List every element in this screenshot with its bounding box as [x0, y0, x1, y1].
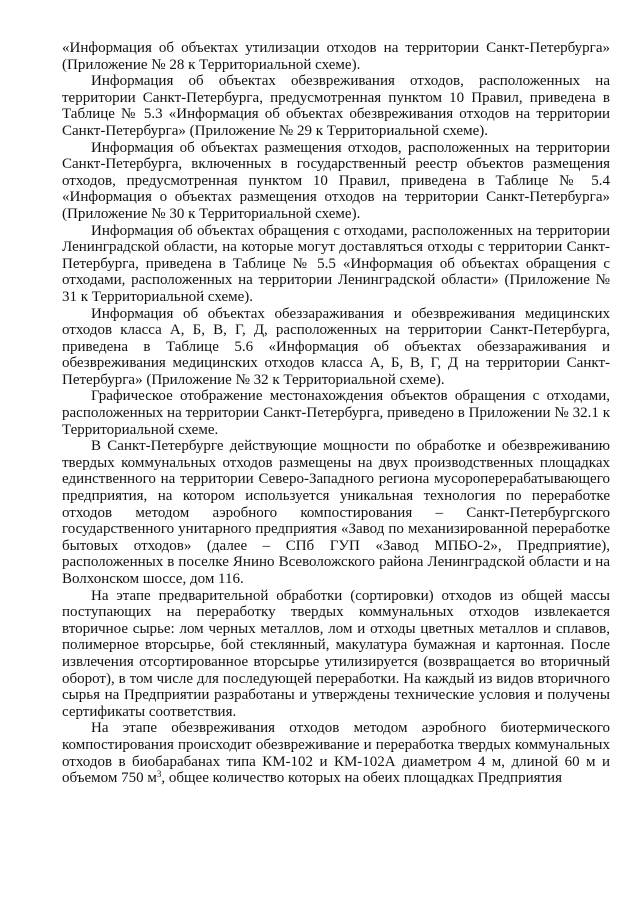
composting-text-start: На этапе обезвреживания отходов методом аэробного биотермического компостирования происходит обезвреживание и переработка твердых коммунальных отходов в биобарабанах типа КМ-102 и КМ-102А диаметром 4 м, длиной 60 м и объемом 750 м	[62, 720, 610, 787]
paragraph-composting-stage	[62, 720, 610, 786]
paragraph-leningrad-region-objects: Информация об объектах обращения с отходами, расположенных на территории Ленинградской области, на которые могут доставляться отходы с территории Санкт-Петербурга, приведена в Таблице № 5.5 «Информация об объектах обращения с отходами, расположенных на территории Ленинградской области» (Приложение № 31 к Территориальной схеме).	[62, 222, 610, 305]
paragraph-medical-waste-objects: Информация об объектах обеззараживания и обезвреживания медицинских отходов класса А, Б, В, Г, Д, расположенных на территории Санкт-Петербурга, приведена в Таблице 5.6 «Информация об объектах обеззараживания и обезвреживания медицинских отходов класса А, Б, В, Г, Д на территории Санкт-Петербурга» (Приложение № 32 к Территориальной схеме).	[62, 305, 610, 388]
paragraph-graphic-map: Графическое отображение местонахождения объектов обращения с отходами, расположенных на территории Санкт-Петербурга, приведено в Приложении № 32.1 к Территориальной схеме.	[62, 388, 610, 438]
paragraph-mpbo-2-plant: В Санкт-Петербурге действующие мощности по обработке и обезвреживанию твердых коммунальных отходов размещены на двух производственных площадках единственного на территории Северо-Западного региона мусороперерабатывающего предприятия, на котором используется уникальная технология по переработке отходов методом аэробного компостирования – Санкт-Петербургского государственного унитарного предприятия «Завод по механизированной переработке бытовых отходов» (далее – СПб ГУП «Завод МПБО-2», Предприятие), расположенных в поселке Янино Всеволожского района Ленинградской области и на Волхонском шоссе, дом 116.	[62, 438, 610, 587]
paragraph-neutralization-objects: Информация об объектах обезвреживания отходов, расположенных на территории Санкт-Петербурга, предусмотренная пунктом 10 Правил, приведена в Таблице № 5.3 «Информация об объектах обезвреживания отходов на территории Санкт-Петербурга» (Приложение № 29 к Территориальной схеме).	[62, 73, 610, 139]
paragraph-disposal-objects: Информация об объектах размещения отходов, расположенных на территории Санкт-Петербурга, включенных в государственный реестр объектов размещения отходов, предусмотренная пунктом 10 Правил, приведена в Таблице № 5.4 «Информация о объектах размещения отходов на территории Санкт-Петербурга» (Приложение № 30 к Территориальной схеме).	[62, 139, 610, 222]
composting-text-end: , общее количество которых на обеих площадках Предприятия	[161, 770, 562, 787]
paragraph-sorting-stage: На этапе предварительной обработки (сортировки) отходов из общей массы поступающих на переработку твердых коммунальных отходов извлекается вторичное сырье: лом черных металлов, лом и отходы цветных металлов и сплавов, полимерное вторсырье, бой стеклянный, макулатура бумажная и картонная. После извлечения отсортированное вторсырье утилизируется (возвращается во вторичный оборот), в том числе для последующей переработки. На каждый из видов вторичного сырья на Предприятии разработаны и утверждены технические условия и получены сертификаты соответствия.	[62, 587, 610, 720]
cubic-superscript: 3	[156, 769, 162, 780]
paragraph-appendix-28-ref: «Информация об объектах утилизации отходов на территории Санкт-Петербурга» (Приложение № 28 к Территориальной схеме).	[62, 40, 610, 73]
document-page	[62, 40, 610, 787]
